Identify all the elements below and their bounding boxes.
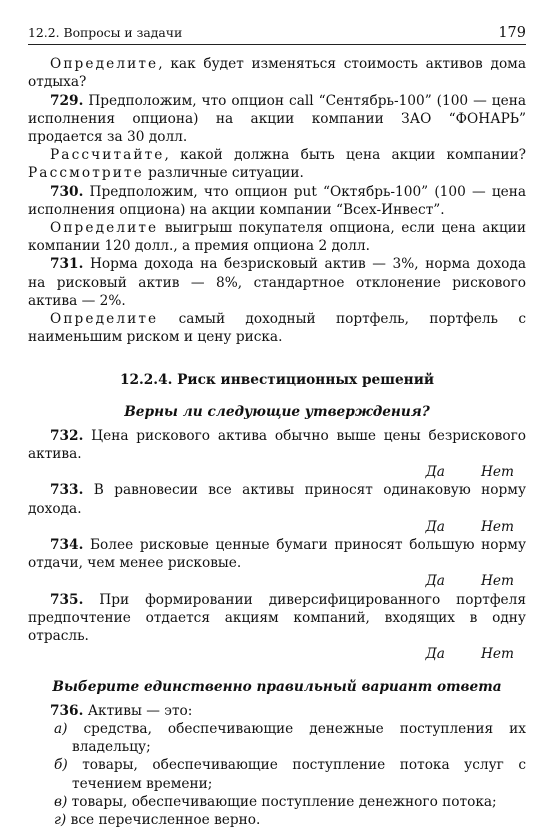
answer-no: Нет (480, 646, 514, 663)
option-letter: а) (54, 720, 68, 737)
q731-text: Норма дохода на безрисковый актив — 3%, норма дохода на рисковый актив — 8%, стандартное отклонение рискового актива — 2%. (28, 256, 526, 309)
answer-row (28, 463, 526, 481)
option-a (28, 720, 526, 756)
statement-number: 732. (50, 427, 84, 444)
answer-yes: Да (425, 646, 445, 663)
option-letter: б) (54, 757, 68, 774)
q730-number: 730. (50, 183, 84, 200)
statement-text: Цена рискового актива обычно выше цены безрискового актива. (28, 427, 526, 463)
answer-row (28, 518, 526, 536)
statement-text: При формировании диверсифицированного портфеля предпочтение отдается акциям компаний, входящих в одну отрасль. (28, 591, 526, 645)
answer-row (28, 572, 526, 590)
verb-calculate: Рассчитайте (50, 147, 165, 164)
true-false-subheading: Верны ли следующие утверждения? (124, 403, 430, 420)
statement-number: 733. (50, 482, 84, 499)
q730-task (28, 219, 526, 255)
statement-text: В равновесии все активы приносят одинаковую норму дохода. (28, 482, 526, 517)
option-text: все перечисленное верно. (66, 811, 261, 828)
answer-no: Нет (480, 573, 514, 590)
answer-row (28, 645, 526, 663)
option-text: товары, обеспечивающие поступление денежного потока; (67, 793, 497, 810)
q729 (28, 92, 526, 147)
q731-number: 731. (50, 256, 84, 273)
option-c (28, 793, 526, 811)
book-page (28, 24, 526, 829)
option-text: товары, обеспечивающие поступление потока услуг с течением времени; (67, 757, 526, 792)
option-d (28, 811, 526, 829)
answer-yes: Да (425, 464, 445, 481)
page-number: 179 (498, 25, 526, 41)
q731 (28, 255, 526, 310)
option-letter: г) (54, 811, 67, 828)
q729-task-text2: различные ситуации. (143, 165, 304, 182)
section-header: 12.2. Вопросы и задачи (28, 25, 183, 40)
section-title: 12.2.4. Риск инвестиционных решений (119, 372, 435, 389)
option-b (28, 756, 526, 792)
verb-define: Определите (50, 311, 159, 328)
q730 (28, 183, 526, 219)
answer-no: Нет (480, 518, 514, 535)
statement-734 (28, 536, 526, 572)
statement-735 (28, 591, 526, 646)
q728-text: , как будет изменяться стоимость активов дома отдыха? (28, 56, 526, 91)
statement-text: Более рисковые ценные бумаги приносят большую норму отдачи, чем менее рисковые. (28, 537, 526, 572)
q736-number: 736. (50, 702, 84, 719)
running-header (28, 24, 526, 45)
statement-number: 734. (50, 537, 84, 554)
statement-733 (28, 481, 526, 517)
option-text: средства, обеспечивающие денежные поступления их владельцу; (67, 720, 526, 756)
q731-task-text: самый доходный портфель, портфель с наименьшим риском и цену риска. (28, 311, 526, 346)
answer-no: Нет (480, 464, 514, 481)
q731-task (28, 310, 526, 346)
q736 (28, 702, 526, 720)
q729-number: 729. (50, 92, 84, 109)
multiple-choice-subheading: Выберите единственно правильный вариант ответа (52, 678, 502, 695)
statement-732 (28, 427, 526, 463)
q736-text: Активы — это: (83, 702, 193, 719)
q729-text: Предположим, что опцион call “Сентябрь-100” (100 — цена исполнения опциона) на акции компании ЗАО “ФОНАРЬ” продается за 30 долл. (28, 92, 526, 146)
option-letter: в) (54, 793, 68, 810)
verb-define: Определите (50, 220, 159, 237)
answer-yes: Да (425, 573, 445, 590)
answer-yes: Да (425, 518, 445, 535)
verb-consider: Рассмотрите (28, 165, 144, 182)
q730-text: Предположим, что опцион put “Октябрь-100” (100 — цена исполнения опциона) на акции компании “Всех-Инвест”. (28, 183, 526, 218)
verb-define: Определите (50, 56, 159, 73)
q729-task (28, 146, 526, 182)
statement-number: 735. (50, 591, 84, 608)
q729-task-text: , какой должна быть цена акции компании? (164, 147, 526, 164)
q730-task-text: выигрыш покупателя опциона, если цена акции компании 120 долл., а премия опциона 2 долл. (28, 220, 526, 255)
q728-tail (28, 55, 526, 91)
